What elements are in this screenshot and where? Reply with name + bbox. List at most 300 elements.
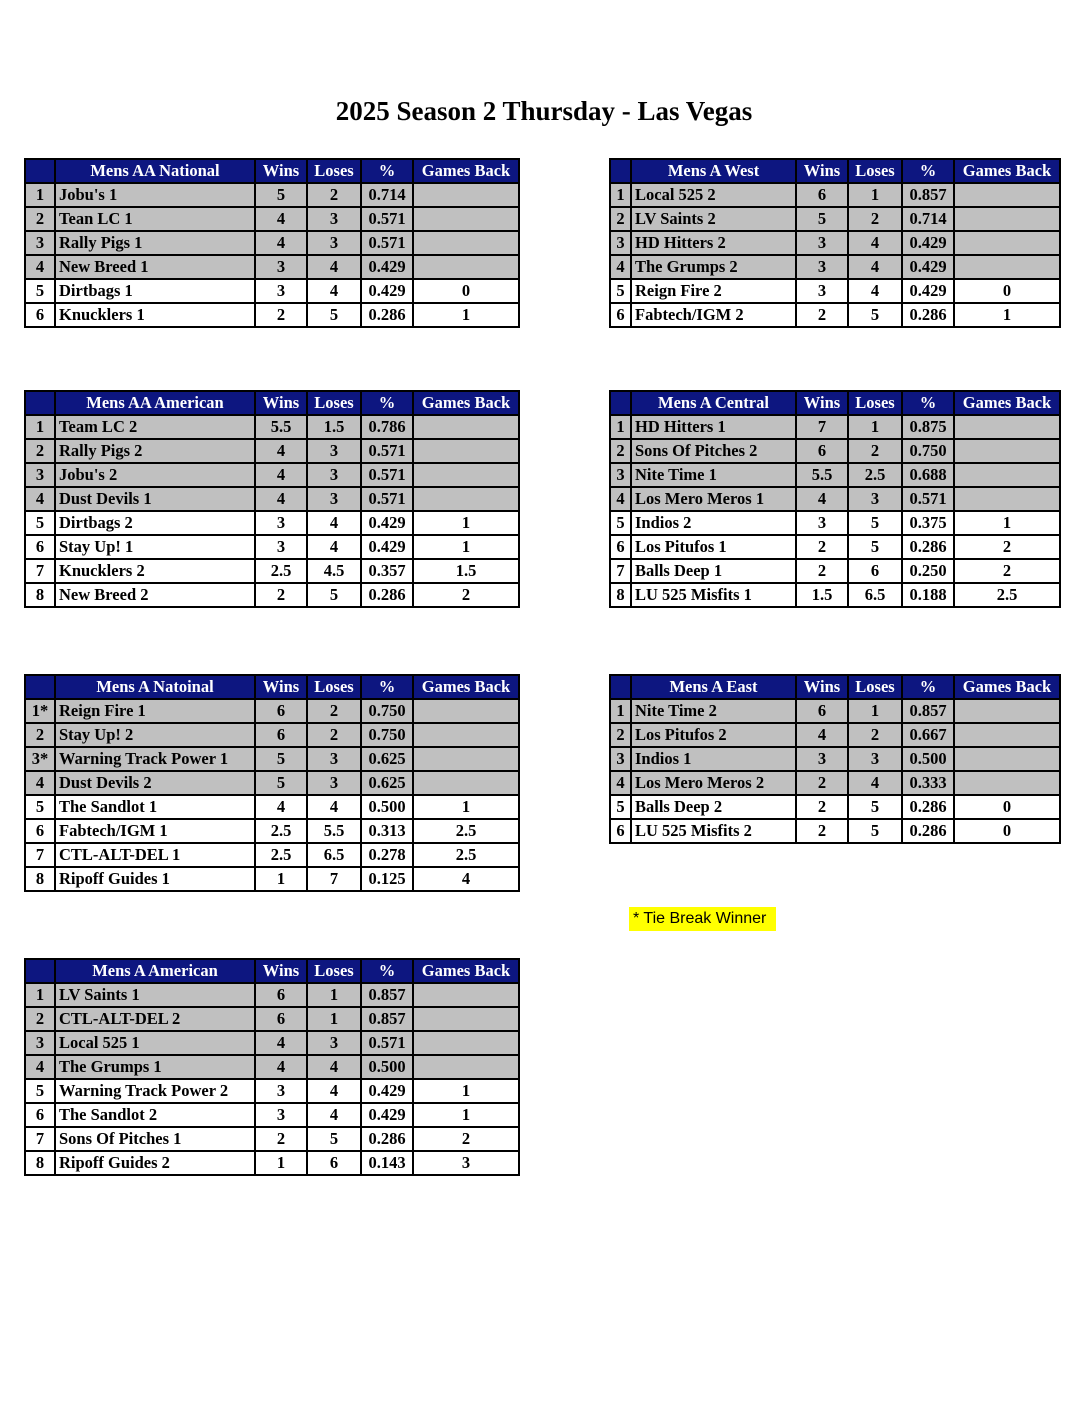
header-row: [610, 675, 1060, 699]
table-row: [610, 559, 1060, 583]
table-row: [25, 255, 519, 279]
wins-cell: 7: [796, 415, 848, 439]
loses-cell: 2: [307, 723, 361, 747]
pct-cell: 0.571: [361, 231, 413, 255]
loses-cell: 4: [307, 279, 361, 303]
rank-header: [25, 959, 55, 983]
games-back-cell: [413, 207, 519, 231]
games-back-cell: [413, 415, 519, 439]
wins-cell: 4: [796, 487, 848, 511]
division-name: Mens A American: [55, 959, 255, 983]
wins-header: Wins: [796, 159, 848, 183]
wins-cell: 3: [255, 255, 307, 279]
loses-cell: 4.5: [307, 559, 361, 583]
games-back-cell: [954, 699, 1060, 723]
pct-cell: 0.429: [361, 535, 413, 559]
table-row: [25, 1031, 519, 1055]
games-back-cell: 2.5: [954, 583, 1060, 607]
games-back-cell: 1: [954, 511, 1060, 535]
wins-cell: 6: [796, 439, 848, 463]
rank-header: [25, 675, 55, 699]
loses-cell: 3: [307, 463, 361, 487]
pct-cell: 0.429: [361, 255, 413, 279]
games-back-cell: 0: [954, 819, 1060, 843]
loses-cell: 6: [307, 1151, 361, 1175]
pct-cell: 0.625: [361, 747, 413, 771]
loses-cell: 5: [307, 583, 361, 607]
loses-cell: 2: [307, 183, 361, 207]
games-back-cell: 2.5: [413, 819, 519, 843]
pct-header: %: [361, 159, 413, 183]
games-back-cell: 1: [413, 1079, 519, 1103]
rank-cell: 6: [610, 535, 631, 559]
loses-cell: 3: [848, 747, 902, 771]
rank-cell: 8: [25, 583, 55, 607]
pct-cell: 0.250: [902, 559, 954, 583]
pct-cell: 0.875: [902, 415, 954, 439]
team-name: Indios 1: [631, 747, 796, 771]
wins-cell: 4: [255, 231, 307, 255]
table-row: [25, 867, 519, 891]
rank-cell: 3: [610, 463, 631, 487]
table-row: [25, 983, 519, 1007]
table-row: [610, 723, 1060, 747]
wins-cell: 1: [255, 867, 307, 891]
wins-cell: 2: [796, 559, 848, 583]
rank-cell: 2: [25, 723, 55, 747]
team-name: Stay Up! 2: [55, 723, 255, 747]
wins-header: Wins: [796, 675, 848, 699]
wins-header: Wins: [796, 391, 848, 415]
loses-cell: 3: [307, 747, 361, 771]
pct-cell: 0.571: [361, 439, 413, 463]
team-name: Reign Fire 2: [631, 279, 796, 303]
loses-cell: 4: [307, 1079, 361, 1103]
loses-cell: 4: [848, 231, 902, 255]
table-row: [610, 699, 1060, 723]
rank-cell: 6: [610, 303, 631, 327]
table-row: [25, 583, 519, 607]
wins-cell: 2: [255, 303, 307, 327]
team-name: New Breed 1: [55, 255, 255, 279]
wins-header: Wins: [255, 675, 307, 699]
pct-cell: 0.714: [361, 183, 413, 207]
wins-cell: 2: [796, 819, 848, 843]
pct-cell: 0.429: [902, 255, 954, 279]
rank-cell: 6: [25, 819, 55, 843]
pct-header: %: [902, 391, 954, 415]
games-back-cell: 1: [413, 303, 519, 327]
team-name: HD Hitters 2: [631, 231, 796, 255]
pct-cell: 0.786: [361, 415, 413, 439]
pct-cell: 0.286: [902, 819, 954, 843]
table-row: [25, 183, 519, 207]
table-row: [610, 535, 1060, 559]
rank-cell: 6: [610, 819, 631, 843]
pct-cell: 0.625: [361, 771, 413, 795]
games-back-cell: 2: [954, 535, 1060, 559]
rank-cell: 2: [25, 1007, 55, 1031]
loses-cell: 5: [848, 535, 902, 559]
wins-cell: 2.5: [255, 843, 307, 867]
wins-cell: 2: [255, 1127, 307, 1151]
team-name: Nite Time 1: [631, 463, 796, 487]
loses-cell: 4: [307, 1055, 361, 1079]
division-table: [609, 674, 1061, 844]
table-row: [25, 723, 519, 747]
games-back-cell: 0: [954, 795, 1060, 819]
loses-header: Loses: [307, 391, 361, 415]
wins-cell: 5: [255, 771, 307, 795]
loses-cell: 2: [848, 439, 902, 463]
games-back-cell: [413, 231, 519, 255]
wins-cell: 3: [255, 1079, 307, 1103]
wins-cell: 2: [796, 795, 848, 819]
wins-cell: 3: [796, 747, 848, 771]
wins-cell: 3: [255, 1103, 307, 1127]
team-name: Local 525 2: [631, 183, 796, 207]
rank-header: [25, 159, 55, 183]
loses-cell: 4: [307, 255, 361, 279]
wins-cell: 5: [796, 207, 848, 231]
loses-cell: 4: [848, 279, 902, 303]
loses-header: Loses: [848, 159, 902, 183]
wins-cell: 1.5: [796, 583, 848, 607]
games-back-cell: [413, 487, 519, 511]
games-back-cell: [954, 463, 1060, 487]
wins-cell: 4: [255, 795, 307, 819]
pct-header: %: [361, 959, 413, 983]
loses-cell: 3: [307, 1031, 361, 1055]
loses-cell: 4: [848, 255, 902, 279]
games-back-cell: [954, 207, 1060, 231]
table-row: [610, 255, 1060, 279]
team-name: Sons Of Pitches 1: [55, 1127, 255, 1151]
loses-cell: 1: [307, 1007, 361, 1031]
table-row: [25, 843, 519, 867]
wins-cell: 2: [796, 771, 848, 795]
games-back-cell: [413, 1031, 519, 1055]
wins-cell: 4: [255, 1031, 307, 1055]
team-name: HD Hitters 1: [631, 415, 796, 439]
table-row: [25, 819, 519, 843]
rank-cell: 2: [610, 723, 631, 747]
loses-cell: 2.5: [848, 463, 902, 487]
pct-cell: 0.750: [361, 723, 413, 747]
games-back-header: Games Back: [413, 959, 519, 983]
wins-cell: 3: [255, 535, 307, 559]
games-back-header: Games Back: [413, 159, 519, 183]
rank-cell: 6: [25, 535, 55, 559]
loses-cell: 7: [307, 867, 361, 891]
division-table: [609, 390, 1061, 608]
rank-cell: 4: [610, 487, 631, 511]
wins-cell: 6: [255, 723, 307, 747]
team-name: Knucklers 2: [55, 559, 255, 583]
games-back-cell: 0: [954, 279, 1060, 303]
team-name: Balls Deep 1: [631, 559, 796, 583]
table-row: [25, 1007, 519, 1031]
pct-cell: 0.143: [361, 1151, 413, 1175]
table-row: [610, 771, 1060, 795]
wins-cell: 3: [796, 511, 848, 535]
rank-cell: 2: [25, 439, 55, 463]
pct-cell: 0.667: [902, 723, 954, 747]
loses-cell: 4: [307, 511, 361, 535]
games-back-header: Games Back: [954, 675, 1060, 699]
games-back-header: Games Back: [954, 159, 1060, 183]
rank-cell: 5: [610, 511, 631, 535]
rank-cell: 1: [610, 415, 631, 439]
rank-cell: 3: [610, 231, 631, 255]
table-row: [25, 415, 519, 439]
team-name: LV Saints 2: [631, 207, 796, 231]
team-name: CTL-ALT-DEL 2: [55, 1007, 255, 1031]
table-row: [25, 535, 519, 559]
wins-cell: 2: [255, 583, 307, 607]
table-row: [610, 207, 1060, 231]
rank-cell: 1: [610, 183, 631, 207]
pct-cell: 0.571: [361, 463, 413, 487]
wins-header: Wins: [255, 959, 307, 983]
wins-cell: 2: [796, 535, 848, 559]
games-back-cell: [413, 439, 519, 463]
team-name: Jobu's 2: [55, 463, 255, 487]
team-name: Indios 2: [631, 511, 796, 535]
wins-cell: 3: [796, 231, 848, 255]
team-name: The Sandlot 2: [55, 1103, 255, 1127]
games-back-cell: [954, 183, 1060, 207]
team-name: Dust Devils 1: [55, 487, 255, 511]
loses-cell: 5: [848, 511, 902, 535]
pct-cell: 0.429: [361, 1079, 413, 1103]
division-table: [24, 158, 520, 328]
team-name: Ripoff Guides 1: [55, 867, 255, 891]
games-back-cell: [413, 771, 519, 795]
games-back-cell: 1.5: [413, 559, 519, 583]
loses-cell: 5.5: [307, 819, 361, 843]
rank-cell: 2: [610, 207, 631, 231]
table-row: [25, 487, 519, 511]
pct-cell: 0.750: [361, 699, 413, 723]
pct-cell: 0.313: [361, 819, 413, 843]
games-back-cell: [413, 1055, 519, 1079]
loses-cell: 2: [848, 207, 902, 231]
loses-header: Loses: [307, 675, 361, 699]
loses-cell: 6.5: [307, 843, 361, 867]
header-row: [25, 959, 519, 983]
rank-cell: 4: [25, 1055, 55, 1079]
wins-cell: 4: [255, 207, 307, 231]
team-name: Los Pitufos 2: [631, 723, 796, 747]
pct-cell: 0.714: [902, 207, 954, 231]
team-name: Nite Time 2: [631, 699, 796, 723]
wins-cell: 4: [255, 439, 307, 463]
team-name: Fabtech/IGM 1: [55, 819, 255, 843]
rank-cell: 5: [25, 795, 55, 819]
division-table: [24, 674, 520, 892]
games-back-cell: 2: [413, 583, 519, 607]
wins-cell: 4: [255, 487, 307, 511]
team-name: Rally Pigs 1: [55, 231, 255, 255]
page-title: 2025 Season 2 Thursday - Las Vegas: [335, 96, 753, 126]
pct-cell: 0.857: [902, 183, 954, 207]
rank-cell: 7: [25, 1127, 55, 1151]
pct-header: %: [361, 391, 413, 415]
wins-cell: 6: [255, 983, 307, 1007]
division-name: Mens A Central: [631, 391, 796, 415]
rank-cell: 4: [25, 255, 55, 279]
wins-cell: 3: [255, 279, 307, 303]
table-row: [25, 747, 519, 771]
table-row: [610, 415, 1060, 439]
games-back-cell: [413, 183, 519, 207]
loses-header: Loses: [307, 159, 361, 183]
rank-cell: 8: [25, 1151, 55, 1175]
team-name: Local 525 1: [55, 1031, 255, 1055]
pct-cell: 0.286: [361, 303, 413, 327]
loses-cell: 1: [848, 415, 902, 439]
wins-cell: 3: [255, 511, 307, 535]
games-back-cell: [413, 723, 519, 747]
wins-cell: 3: [796, 255, 848, 279]
rank-cell: 7: [25, 843, 55, 867]
team-name: Balls Deep 2: [631, 795, 796, 819]
wins-cell: 6: [255, 1007, 307, 1031]
wins-cell: 5.5: [796, 463, 848, 487]
table-row: [610, 819, 1060, 843]
pct-cell: 0.571: [361, 487, 413, 511]
table-row: [610, 279, 1060, 303]
pct-cell: 0.857: [361, 983, 413, 1007]
games-back-cell: 4: [413, 867, 519, 891]
wins-cell: 5.5: [255, 415, 307, 439]
rank-header: [610, 391, 631, 415]
table-row: [25, 771, 519, 795]
rank-cell: 6: [25, 303, 55, 327]
pct-cell: 0.429: [902, 231, 954, 255]
wins-cell: 6: [796, 699, 848, 723]
rank-cell: 5: [25, 279, 55, 303]
table-row: [610, 439, 1060, 463]
team-name: LU 525 Misfits 2: [631, 819, 796, 843]
tie-break-legend: * Tie Break Winner: [629, 907, 776, 931]
rank-cell: 3: [25, 231, 55, 255]
wins-cell: 4: [796, 723, 848, 747]
games-back-cell: 2: [954, 559, 1060, 583]
loses-cell: 5: [307, 303, 361, 327]
rank-cell: 4: [25, 771, 55, 795]
wins-cell: 4: [255, 1055, 307, 1079]
team-name: Dirtbags 1: [55, 279, 255, 303]
wins-cell: 2: [796, 303, 848, 327]
table-row: [25, 1079, 519, 1103]
team-name: Tean LC 1: [55, 207, 255, 231]
header-row: [25, 159, 519, 183]
team-name: The Sandlot 1: [55, 795, 255, 819]
pct-cell: 0.857: [361, 1007, 413, 1031]
table-row: [25, 559, 519, 583]
rank-cell: 1: [25, 415, 55, 439]
table-row: [25, 1055, 519, 1079]
pct-cell: 0.188: [902, 583, 954, 607]
games-back-cell: [413, 983, 519, 1007]
table-row: [610, 511, 1060, 535]
games-back-cell: 1: [413, 535, 519, 559]
pct-cell: 0.571: [361, 1031, 413, 1055]
header-row: [25, 391, 519, 415]
table-row: [610, 747, 1060, 771]
loses-cell: 4: [848, 771, 902, 795]
loses-cell: 4: [307, 795, 361, 819]
games-back-cell: [954, 415, 1060, 439]
division-name: Mens AA National: [55, 159, 255, 183]
games-back-cell: [413, 255, 519, 279]
wins-cell: 6: [796, 183, 848, 207]
pct-cell: 0.333: [902, 771, 954, 795]
rank-cell: 1: [25, 983, 55, 1007]
games-back-cell: [954, 255, 1060, 279]
team-name: Los Mero Meros 2: [631, 771, 796, 795]
rank-header: [610, 159, 631, 183]
rank-cell: 1: [610, 699, 631, 723]
loses-cell: 2: [848, 723, 902, 747]
wins-cell: 1: [255, 1151, 307, 1175]
division-table: [609, 158, 1061, 328]
pct-cell: 0.750: [902, 439, 954, 463]
pct-cell: 0.286: [902, 303, 954, 327]
games-back-header: Games Back: [954, 391, 1060, 415]
rank-cell: 4: [610, 771, 631, 795]
team-name: Jobu's 1: [55, 183, 255, 207]
pct-cell: 0.429: [361, 279, 413, 303]
loses-cell: 1: [848, 183, 902, 207]
table-row: [25, 699, 519, 723]
rank-cell: 3*: [25, 747, 55, 771]
table-row: [25, 1103, 519, 1127]
pct-cell: 0.688: [902, 463, 954, 487]
rank-cell: 1: [25, 183, 55, 207]
team-name: Dirtbags 2: [55, 511, 255, 535]
pct-cell: 0.857: [902, 699, 954, 723]
games-back-cell: [954, 439, 1060, 463]
loses-cell: 1: [848, 699, 902, 723]
rank-cell: 8: [25, 867, 55, 891]
team-name: Fabtech/IGM 2: [631, 303, 796, 327]
team-name: Warning Track Power 2: [55, 1079, 255, 1103]
table-row: [610, 231, 1060, 255]
team-name: LV Saints 1: [55, 983, 255, 1007]
table-row: [25, 1151, 519, 1175]
pct-cell: 0.500: [361, 795, 413, 819]
table-row: [25, 1127, 519, 1151]
division-name: Mens A West: [631, 159, 796, 183]
pct-cell: 0.429: [361, 511, 413, 535]
loses-cell: 3: [307, 207, 361, 231]
loses-header: Loses: [848, 391, 902, 415]
rank-cell: 5: [25, 1079, 55, 1103]
rank-cell: 4: [610, 255, 631, 279]
games-back-cell: 0: [413, 279, 519, 303]
table-row: [25, 463, 519, 487]
rank-cell: 2: [25, 207, 55, 231]
games-back-cell: [413, 699, 519, 723]
table-row: [25, 303, 519, 327]
loses-cell: 6: [848, 559, 902, 583]
rank-cell: 5: [25, 511, 55, 535]
loses-cell: 3: [307, 487, 361, 511]
loses-cell: 3: [307, 231, 361, 255]
